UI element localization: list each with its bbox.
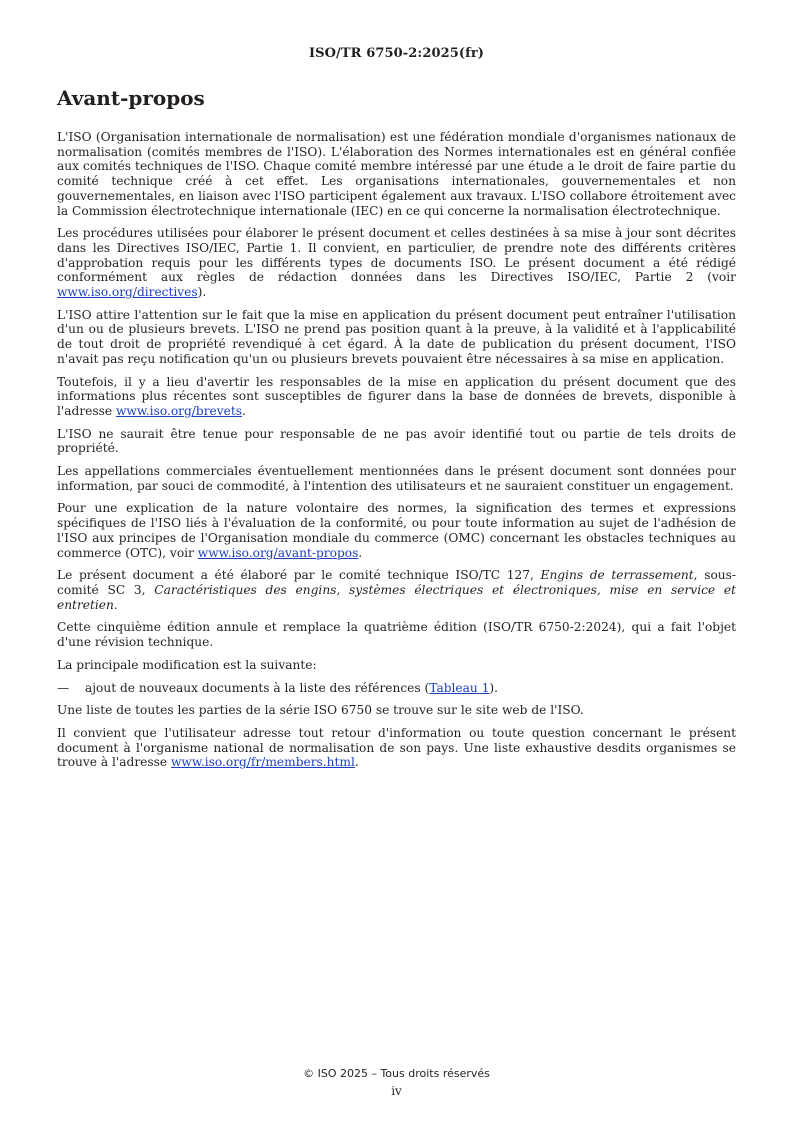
table-1-link[interactable]: Tableau 1 — [429, 680, 490, 695]
paragraph-changes-intro: La principale modification est la suivante: — [57, 657, 317, 672]
paragraph-edition: Cette cinquième édition annule et remplace la quatrième édition (ISO/TR 6750-2:2024), qui a fait l'objet d'une révision technique. — [57, 620, 736, 650]
paragraph-text: . — [113, 597, 118, 612]
foreword-body — [57, 130, 736, 778]
paragraph-text: . — [358, 545, 363, 560]
paragraph-patents: L'ISO attire l'attention sur le fait que la mise en application du présent document peut entraîner l'utilisation d'un ou de plusieurs brevets. L'ISO ne prend pas position quant à la preuve, à la validité et à l'applicabilité de tout droit de propriété revendiqué à cet égard. À la date de publication du présent document, l'ISO n'avait pas reçu notification qu'un ou plusieurs brevets pouvaient être nécessaires à sa mise en application. — [57, 307, 736, 366]
page-title: Avant-propos — [57, 86, 205, 110]
paragraph-committee — [57, 568, 736, 612]
paragraph-text: ajout de nouveaux documents à la liste des références ( — [85, 680, 430, 695]
directives-link[interactable]: www.iso.org/directives — [57, 285, 198, 300]
patents-link[interactable]: www.iso.org/brevets — [115, 403, 242, 418]
paragraph-text: ). — [489, 680, 499, 695]
paragraph-responsibility: L'ISO ne saurait être tenue pour responsable de ne pas avoir identifié tout ou partie de tels droits de propriété. — [57, 426, 736, 456]
paragraph-text: Il convient que l'utilisateur adresse tout retour d'information ou toute question concernant le présent document à l'organisme national de normalisation de son pays. Une liste exhaustive desdits organismes se trouve à l'adresse — [57, 725, 736, 770]
paragraph-text: Les procédures utilisées pour élaborer le présent document et celles destinées à sa mise à jour sont décrites dans les Directives ISO/IEC, Partie 1. Il convient, en particulier, de prendre note des différents critères d'approbation requis pour les différents types de documents ISO. Le présent document a été rédigé conformément aux règles de rédaction données dans les Directives ISO/IEC, Partie 2 (voir — [57, 226, 736, 285]
paragraph-text: . — [354, 755, 359, 770]
list-item-content — [85, 681, 498, 696]
members-link[interactable]: www.iso.org/fr/members.html — [170, 755, 355, 770]
paragraph-text: ). — [197, 285, 207, 300]
subcommittee-title: Caractéristiques des engins, systèmes électriques et électroniques, mise en service et entretien — [57, 582, 736, 612]
list-item — [57, 681, 736, 696]
paragraph-patent-database — [57, 375, 736, 419]
paragraph-text: Toutefois, il y a lieu d'avertir les responsables de la mise en application du présent document que des informations plus récentes sont susceptibles de figurer dans la base de données de brevets, disponible à l'adresse — [57, 374, 736, 418]
paragraph-procedures — [57, 226, 736, 300]
paragraph-feedback — [57, 726, 736, 770]
paragraph-voluntary-nature — [57, 501, 736, 560]
paragraph-text: Le présent document a été élaboré par le comité technique ISO/TC 127, — [57, 568, 541, 583]
paragraph-trade-names: Les appellations commerciales éventuellement mentionnées dans le présent document sont données pour information, par souci de commodité, à l'intention des utilisateurs et ne sauraient constituer un engagement. — [57, 464, 736, 493]
foreword-link[interactable]: www.iso.org/avant-propos — [197, 545, 359, 560]
paragraph-text: Pour une explication de la nature volontaire des normes, la signification des termes et expressions spécifiques de l'ISO liés à l'évaluation de la conformité, ou pour toute information au sujet de l'adhésion de l'ISO aux principes de l'Organisation mondiale du commerce (OMC) concernant les obstacles techniques au commerce (OTC), voir — [57, 501, 736, 560]
page-number: iv — [391, 1084, 402, 1098]
paragraph-iso-intro: L'ISO (Organisation internationale de normalisation) est une fédération mondiale d'organismes nationaux de normalisation (comités membres de l'ISO). L'élaboration des Normes internationales est en général confiée aux comités techniques de l'ISO. Chaque comité membre intéressé par une étude a le droit de faire partie du comité technique créé à cet effet. Les organisations internationales, gouvernementales et non gouvernementales, en liaison avec l'ISO participent également aux travaux. L'ISO collabore étroitement avec la Commission électrotechnique internationale (IEC) en ce qui concerne la normalisation électrotechnique. — [57, 130, 736, 218]
copyright-notice: © ISO 2025 – Tous droits réservés — [303, 1067, 490, 1080]
paragraph-series-list: Une liste de toutes les parties de la série ISO 6750 se trouve sur le site web de l'ISO. — [57, 703, 584, 718]
paragraph-text: . — [242, 403, 246, 418]
paragraph-text: , sous-comité SC 3, — [57, 568, 737, 597]
dash-marker: — — [57, 680, 70, 695]
committee-title: Engins de terrassement — [540, 568, 694, 583]
document-header: ISO/TR 6750-2:2025(fr) — [308, 46, 485, 61]
